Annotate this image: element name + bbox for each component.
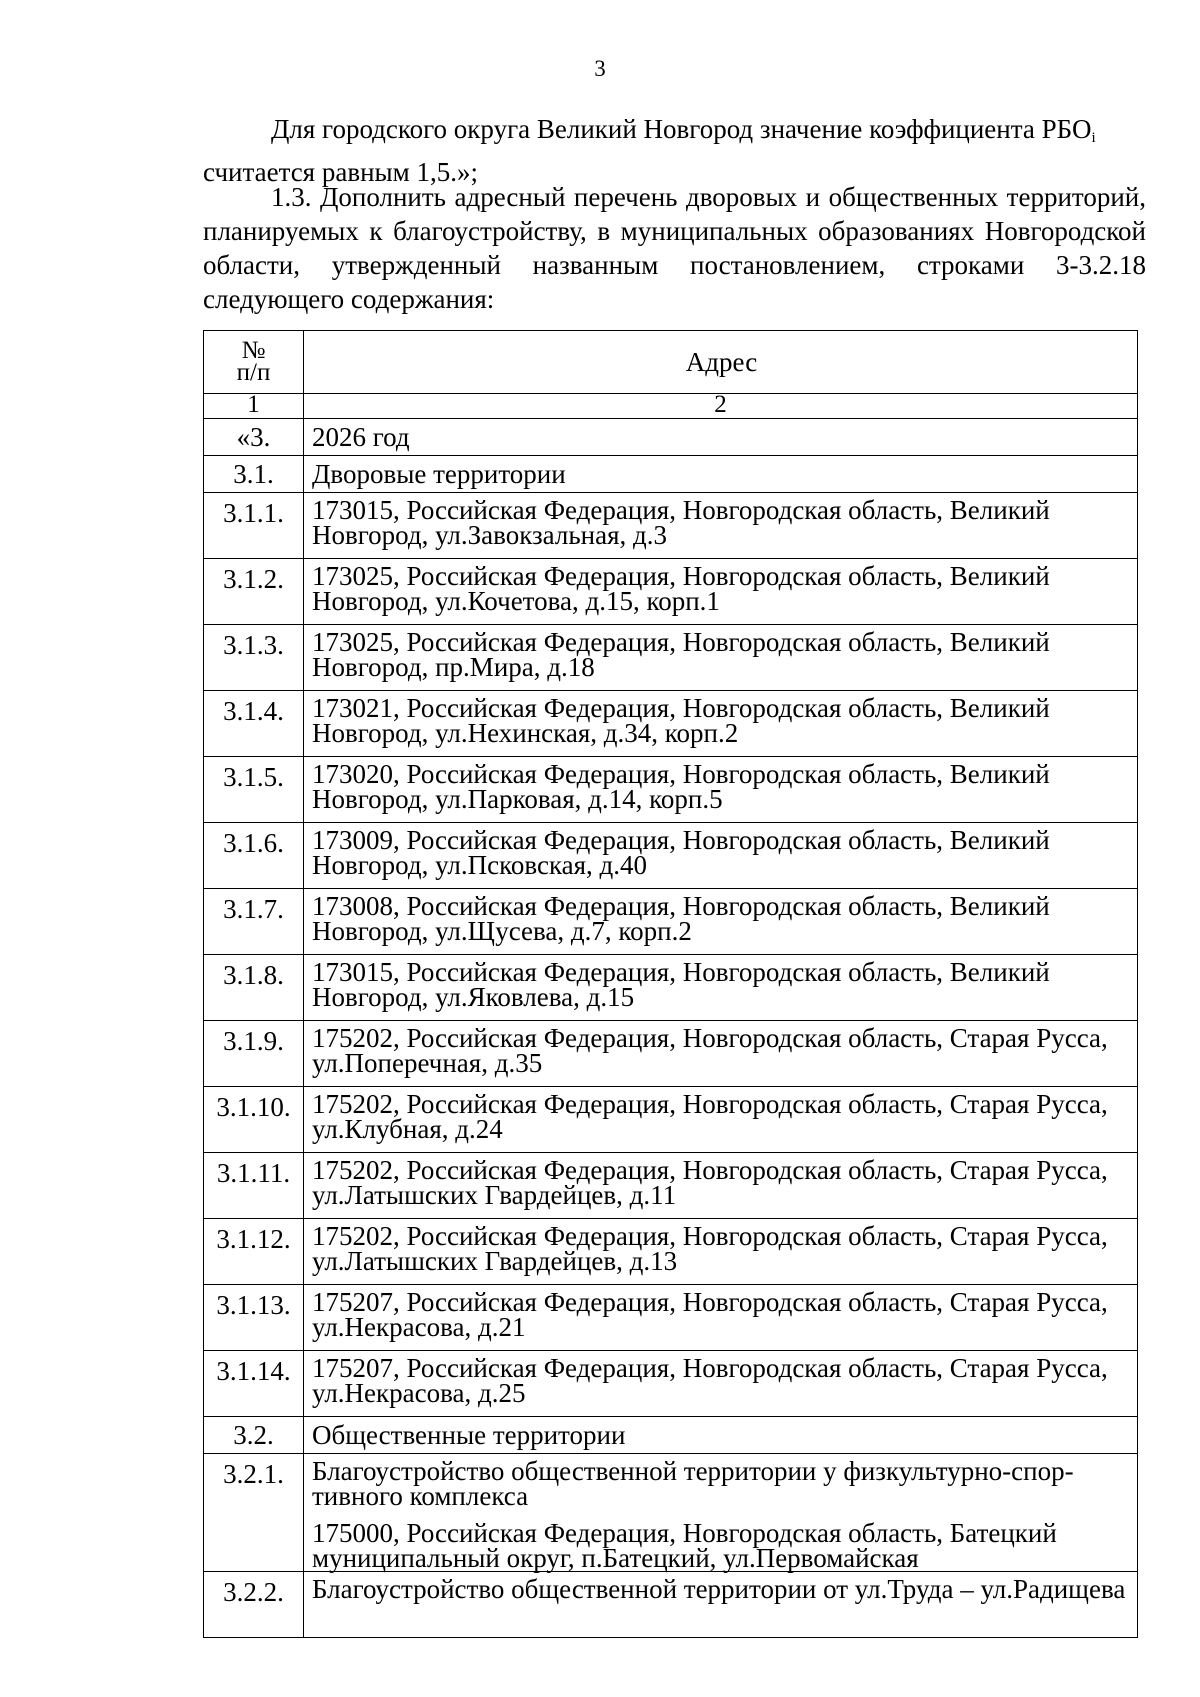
row-text: 175202, Российская Федерация, Новгородская область, Старая Русса, ул.Поперечная, д.35 <box>304 1021 1138 1087</box>
row-text: 2026 год <box>304 419 1138 456</box>
table-row <box>204 757 1138 823</box>
table-row <box>204 419 1138 456</box>
row-text: 175207, Российская Федерация, Новгородская область, Старая Русса, ул.Некрасова, д.25 <box>304 1351 1138 1417</box>
table-header-row <box>204 331 1138 394</box>
row-text: 175202, Российская Федерация, Новгородская область, Старая Русса, ул.Латышских Гвардейцев, д.11 <box>304 1153 1138 1219</box>
intro-line2: считается равным 1,5.»; <box>203 157 479 187</box>
row-text: Общественные территории <box>304 1417 1138 1454</box>
row-number: 3.1.2. <box>204 559 304 625</box>
table-row <box>204 1417 1138 1454</box>
row-number: 3.1.6. <box>204 823 304 889</box>
header-address-cell: Адрес <box>304 331 1138 394</box>
table-row <box>204 955 1138 1021</box>
row-text: Благоустройство общественной территории от ул.Труда – ул.Радищева <box>304 1572 1138 1638</box>
table-row <box>204 456 1138 493</box>
table-row <box>204 559 1138 625</box>
row-number: 3.1.14. <box>204 1351 304 1417</box>
row-text: 173015, Российская Федерация, Новгородская область, Великий Новгород, ул.Яковлева, д.15 <box>304 955 1138 1021</box>
row-number: 3.1.9. <box>204 1021 304 1087</box>
row-number: 3.2. <box>204 1417 304 1454</box>
column-number-2: 2 <box>304 394 1138 419</box>
point-paragraph: 1.3. Дополнить адресный перечень дворовых и общественных территорий, планируемых к благоустройству, в муниципальных образованиях Новгородской области, утвержденный названным постановлением, строками 3-3.2.18 следующего содержания: <box>203 182 1146 314</box>
table-row <box>204 691 1138 757</box>
row-number: 3.1.12. <box>204 1219 304 1285</box>
row-number: 3.1.13. <box>204 1285 304 1351</box>
table-row <box>204 493 1138 559</box>
page-number: 3 <box>594 56 606 81</box>
header-num-cell <box>204 331 304 394</box>
table-row <box>204 1351 1138 1417</box>
row-number: 3.1.3. <box>204 625 304 691</box>
intro-line1: Для городского округа Великий Новгород значение коэффициента РБО <box>271 114 1092 144</box>
header-num-symbol: № <box>241 337 266 364</box>
row-text: 173008, Российская Федерация, Новгородская область, Великий Новгород, ул.Щусева, д.7, корп.2 <box>304 889 1138 955</box>
intro-subscript: i <box>1091 130 1096 146</box>
row-number: 3.2.2. <box>204 1572 304 1638</box>
row-number: 3.1.7. <box>204 889 304 955</box>
header-num-label: п/п <box>236 359 271 386</box>
table-row <box>204 1219 1138 1285</box>
row-number: 3.1.4. <box>204 691 304 757</box>
row-text: Благоустройство общественной территории у физкультурно-спор-тивного комплекса <box>312 1456 1074 1511</box>
table-row <box>204 823 1138 889</box>
row-text-block <box>304 1454 1138 1572</box>
table-row <box>204 1454 1138 1572</box>
row-text: 173020, Российская Федерация, Новгородская область, Великий Новгород, ул.Парковая, д.14, корп.5 <box>304 757 1138 823</box>
row-number: 3.1.11. <box>204 1153 304 1219</box>
column-number-1: 1 <box>204 394 304 419</box>
table-row <box>204 889 1138 955</box>
table-row <box>204 1285 1138 1351</box>
row-number: «3. <box>204 419 304 456</box>
row-text: 175202, Российская Федерация, Новгородская область, Старая Русса, ул.Клубная, д.24 <box>304 1087 1138 1153</box>
row-text: 173025, Российская Федерация, Новгородская область, Великий Новгород, пр.Мира, д.18 <box>304 625 1138 691</box>
row-text: 173021, Российская Федерация, Новгородская область, Великий Новгород, ул.Нехинская, д.34, корп.2 <box>304 691 1138 757</box>
table-row <box>204 625 1138 691</box>
row-text: 175202, Российская Федерация, Новгородская область, Старая Русса, ул.Латышских Гвардейцев, д.13 <box>304 1219 1138 1285</box>
row-number: 3.1.8. <box>204 955 304 1021</box>
column-number-row <box>204 394 1138 419</box>
row-number: 3.1.10. <box>204 1087 304 1153</box>
table-row <box>204 1153 1138 1219</box>
row-text: Дворовые территории <box>304 456 1138 493</box>
row-number: 3.1.5. <box>204 757 304 823</box>
table-row <box>204 1021 1138 1087</box>
row-number: 3.1. <box>204 456 304 493</box>
row-text: 175207, Российская Федерация, Новгородская область, Старая Русса, ул.Некрасова, д.21 <box>304 1285 1138 1351</box>
table-row <box>204 1572 1138 1638</box>
row-text: 173015, Российская Федерация, Новгородская область, Великий Новгород, ул.Завокзальная, д.3 <box>304 493 1138 559</box>
row-number: 3.2.1. <box>204 1454 304 1572</box>
intro-paragraph <box>203 112 1146 189</box>
address-table <box>203 330 1138 1638</box>
table-row <box>204 1087 1138 1153</box>
row-text-address: 175000, Российская Федерация, Новгородская область, Батецкий муниципальный округ, п.Батецкий, ул.Первомайская <box>312 1518 1057 1573</box>
row-text: 173025, Российская Федерация, Новгородская область, Великий Новгород, ул.Кочетова, д.15, корп.1 <box>304 559 1138 625</box>
row-text: 173009, Российская Федерация, Новгородская область, Великий Новгород, ул.Псковская, д.40 <box>304 823 1138 889</box>
row-number: 3.1.1. <box>204 493 304 559</box>
